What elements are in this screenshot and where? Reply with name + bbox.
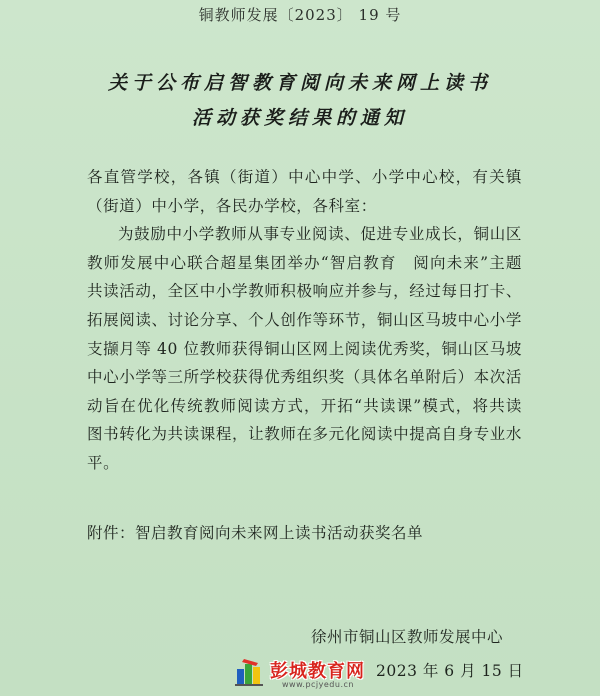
books-logo-icon: [234, 657, 268, 687]
main-paragraph: 为鼓励中小学教师从事专业阅读、促进专业成长，铜山区教师发展中心联合超星集团举办“智启教育 阅向未来”主题共读活动，全区中小学教师积极响应并参与，经过每日打卡、拓展阅读、讨论分享、个人创作等环节，铜山区马坡中心小学支撷月等 40 位教师获得铜山区网上阅读优秀奖，铜山区马坡中心小学等三所学校获得优秀组织奖（具体名单附后）本次活动旨在优化传统教师阅读方式，开拓“共读课”模式，将共读图书转化为共读课程，让教师在多元化阅读中提高自身专业水平。: [87, 225, 522, 472]
attachment-note: 附件：智启教育阅向未来网上读书活动获奖名单: [87, 524, 424, 542]
site-url: www.pcjyedu.cn: [282, 680, 354, 689]
document-number: 铜教师发展〔2023〕 19 号: [198, 6, 402, 24]
issuing-organization: 徐州市铜山区教师发展中心: [311, 628, 504, 646]
site-watermark-logo: [234, 657, 374, 691]
issue-date: 2023 年 6 月 15 日: [376, 662, 524, 680]
salutation: 各直管学校，各镇（街道）中心中学、小学中心校，有关镇（街道）中小学，各民办学校，各科室：: [87, 168, 522, 215]
title-line-2: 活动获奖结果的通知: [191, 107, 408, 129]
document-body: [87, 163, 522, 478]
title-line-1: 关于公布启智教育阅向未来网上读书: [107, 72, 492, 94]
site-brand-name: 彭城教育网: [270, 661, 365, 682]
